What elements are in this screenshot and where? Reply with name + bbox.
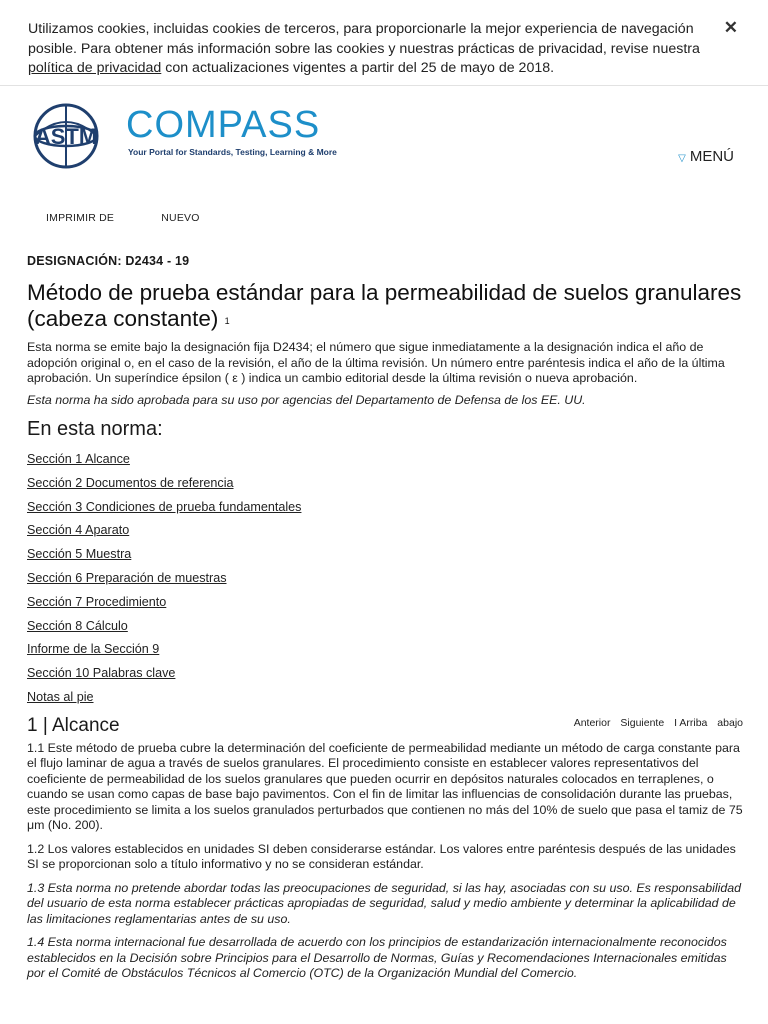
menu-button[interactable] xyxy=(678,148,734,165)
previous-link[interactable]: Anterior xyxy=(573,716,611,729)
brand-tagline: Your Portal for Standards, Testing, Learning & More xyxy=(128,147,337,157)
new-button[interactable]: NUEVO xyxy=(161,212,200,224)
site-header xyxy=(0,86,768,196)
title-footnote[interactable]: 1 xyxy=(224,316,230,326)
astm-logo-icon xyxy=(26,100,118,172)
privacy-policy-link[interactable]: política de privacidad xyxy=(28,60,162,76)
toc-link[interactable]: Sección 5 Muestra xyxy=(27,547,132,562)
paragraph-1-2: 1.2 Los valores establecidos en unidades SI deben considerarse estándar. Los valores entre paréntesis después de las unidades SI se proporcionan solo a título informativo y no se consideran estándar. xyxy=(27,841,736,872)
paragraph-1-3: 1.3 Esta norma no pretende abordar todas las preocupaciones de seguridad, si las hay, asociadas con su uso. Es responsabilidad del usuario de esta norma establecer prácticas apropiadas de seguridad, salud y medio ambiente y determinar la aplicabilidad de las limitaciones reglamentarias antes de su uso. xyxy=(27,880,742,926)
toc-link[interactable]: Sección 10 Palabras clave xyxy=(27,666,176,681)
cookie-text-after: con actualizaciones vigentes a partir del 25 de mayo de 2018. xyxy=(161,60,555,76)
paragraph-1-4: 1.4 Esta norma internacional fue desarrollada de acuerdo con los principios de estandarización internacionalmente reconocidos establecidos en la Decisión sobre Principios para el Desarrollo de Normas, Guías y Recomendaciones Internacionales emitidas por el Comité de Obstáculos Técnicos al Comercio (OTC) de la Organización Mundial del Comercio. xyxy=(27,935,727,981)
section-header xyxy=(27,715,743,741)
svg-text:ASTM: ASTM xyxy=(34,124,98,149)
toc-link[interactable]: Informe de la Sección 9 xyxy=(27,642,160,657)
dod-note: Esta norma ha sido aprobada para su uso por agencias del Departamento de Defensa de los EE. UU. xyxy=(27,392,586,407)
toc-heading: En esta norma: xyxy=(27,418,163,440)
paragraph-1-1: 1.1 Este método de prueba cubre la determinación del coeficiente de permeabilidad mediante un método de carga constante para el flujo laminar de agua a través de suelos granulares. El procedimiento consiste en establecer valores representativos del coeficiente de permeabilidad de los suelos granulares que pueden ocurrir en depósitos naturales colocados en terraplenes, o cuando se usan como capas de base bajo pavimentos. Con el fin de limitar las influencias de consolidación durante las pruebas, este procedimiento se limita a los suelos granulados perturbados que contienen no más del 10% de suelo que pasa el tamiz de 75 μm (No. 200). xyxy=(27,740,743,833)
intro-text: Esta norma se emite bajo la designación fija D2434; el número que sigue inmediatamente a la designación indica el año de adopción original o, en el caso de la revisión, el año de la última revisión. Un número entre paréntesis indica el año de la última aprobación. Un superíndice épsilon ( ε ) indica un cambio editorial desde la última revisión o nueva aprobación. xyxy=(27,340,725,385)
brand-name: COMPASS xyxy=(126,104,321,146)
top-link[interactable]: I Arriba xyxy=(674,716,708,729)
toc-link[interactable]: Sección 1 Alcance xyxy=(27,452,130,466)
designation: DESIGNACIÓN: D2434 - 19 xyxy=(27,254,190,268)
menu-label: MENÚ xyxy=(689,148,734,165)
astm-compass-logo[interactable] xyxy=(26,100,356,170)
close-icon[interactable]: ✕ xyxy=(723,18,738,37)
bottom-link[interactable]: abajo xyxy=(717,716,743,729)
table-of-contents xyxy=(27,451,743,713)
toc-link[interactable]: Sección 4 Aparato xyxy=(27,523,130,538)
toolbar xyxy=(46,212,244,224)
print-button[interactable]: IMPRIMIR DE xyxy=(46,212,115,224)
title-text: Método de prueba estándar para la permeabilidad de suelos granulares (cabeza constante) xyxy=(27,280,742,331)
cookie-text-before: Utilizamos cookies, incluidas cookies de terceros, para proporcionarle la mejor experiencia de navegación posible. Para obtener más información sobre las cookies y nuestras prácticas de privacidad, revise nuestra xyxy=(28,21,700,57)
toc-link[interactable]: Sección 7 Procedimiento xyxy=(27,594,167,609)
toc-link[interactable]: Sección 2 Documentos de referencia xyxy=(27,475,234,490)
section-title: 1 | Alcance xyxy=(27,714,120,736)
toc-link[interactable]: Sección 6 Preparación de muestras xyxy=(27,570,227,585)
page-title xyxy=(27,280,743,332)
cookie-banner xyxy=(0,0,768,86)
toc-link[interactable]: Notas al pie xyxy=(27,689,94,704)
toc-link[interactable]: Sección 8 Cálculo xyxy=(27,618,128,633)
toc-link[interactable]: Sección 3 Condiciones de prueba fundamentales xyxy=(27,499,302,514)
next-link[interactable]: Siguiente xyxy=(620,716,665,729)
triangle-down-icon: ▽ xyxy=(678,153,686,164)
main-content xyxy=(27,254,743,990)
section-nav xyxy=(567,717,743,729)
